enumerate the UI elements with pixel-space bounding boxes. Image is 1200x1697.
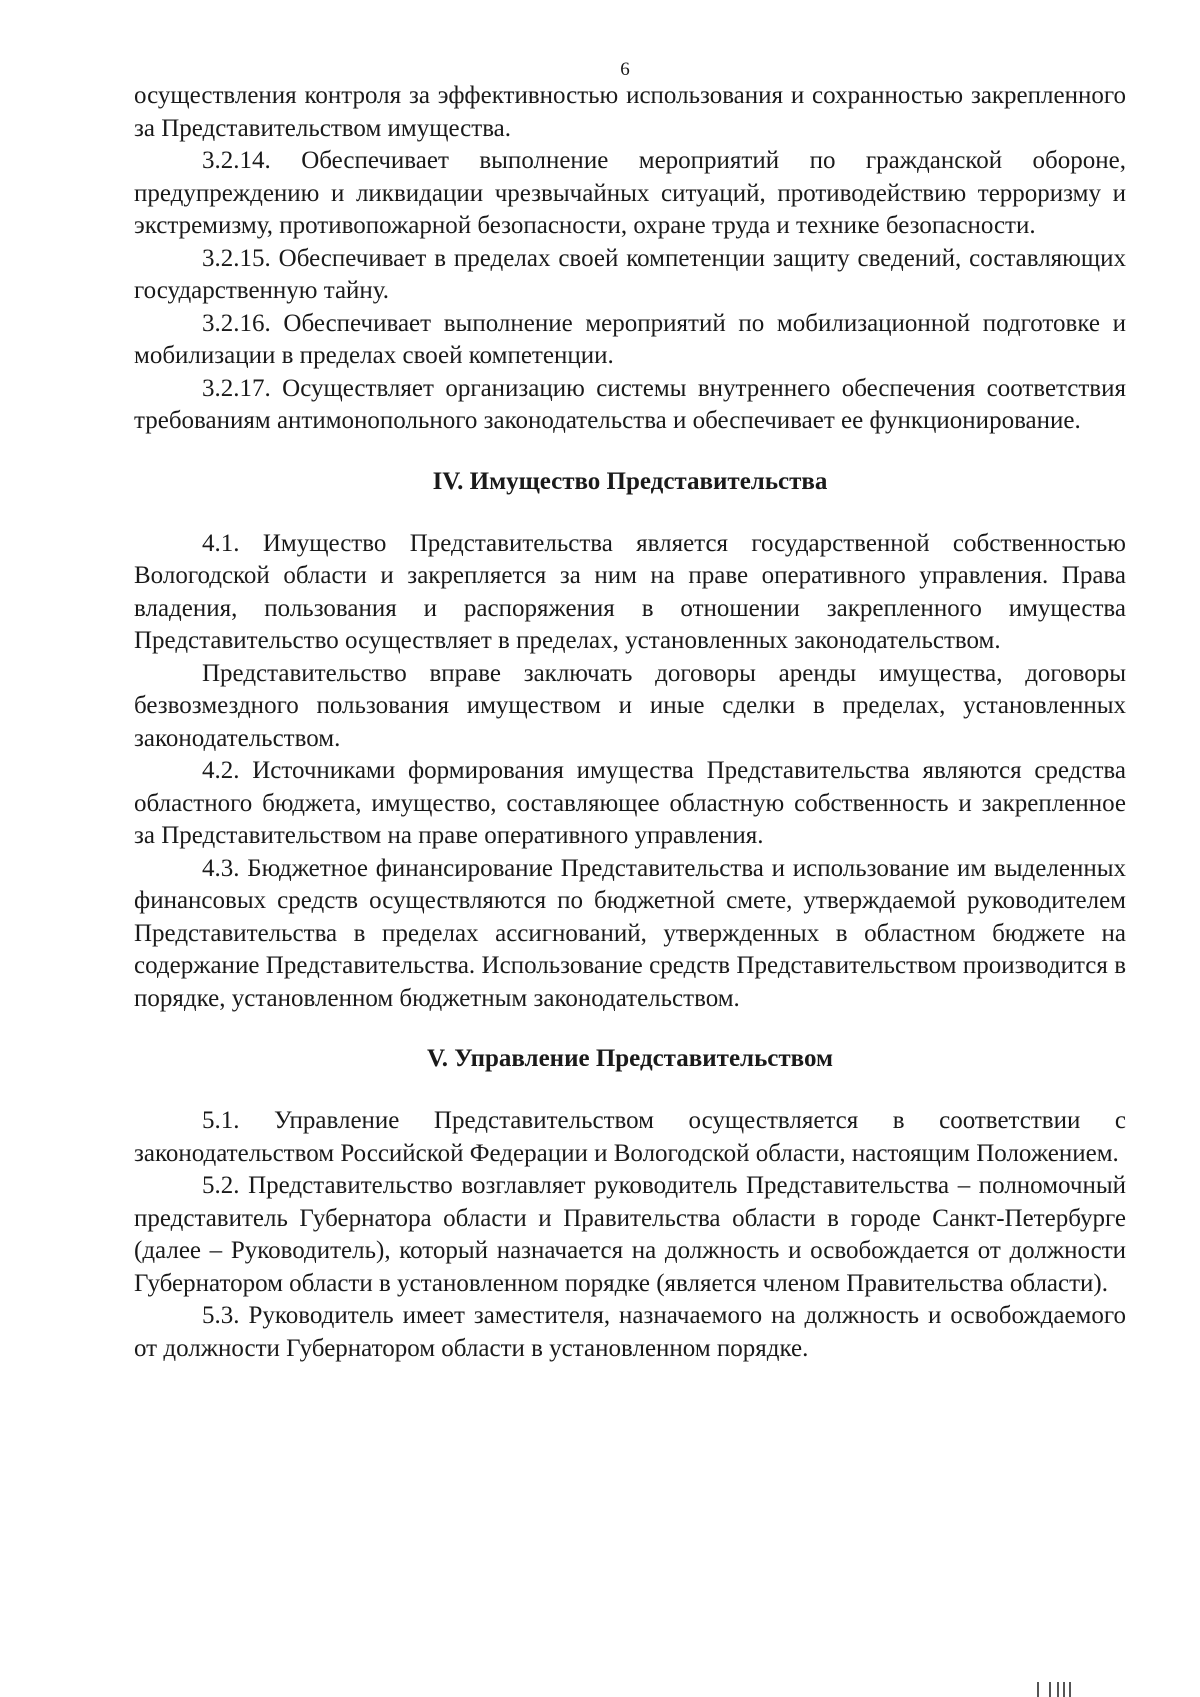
scan-edge-marks [1035,1682,1095,1697]
scan-mark [1063,1682,1065,1697]
paragraph-5-3: 5.3. Руководитель имеет заместителя, назначаемого на должность и освобождаемого от должности Губернатором области в установленном порядке. [134,1302,1126,1362]
paragraph-5-2: 5.2. Представительство возглавляет руководитель Представительства – полномочный представитель Губернатора области и Правительства области в городе Санкт-Петербурге (далее – Руководитель), который назначается на должность и освобождается от должности Губернатором области в установленном порядке (является членом Правительства области). [134,1172,1126,1297]
scan-mark [1037,1682,1039,1697]
section-5-heading: V. Управление Представительством [426,1045,834,1072]
paragraph-5-1: 5.1. Управление Представительством осуществляется в соответствии с законодательством Российской Федерации и Вологодской области, настоящим Положением. [134,1107,1126,1167]
paragraph-3-2-17: 3.2.17. Осуществляет организацию системы внутреннего обеспечения соответствия требованиям антимонопольного законодательства и обеспечивает ее функционирование. [134,374,1126,434]
scan-mark [1057,1682,1059,1697]
document-body [134,80,1126,1365]
scan-mark [1069,1682,1071,1697]
paragraph-3-2-15: 3.2.15. Обеспечивает в пределах своей компетенции защиту сведений, составляющих государственную тайну. [134,244,1126,304]
page-number: 6 [620,59,630,80]
paragraph-continuation: осуществления контроля за эффективностью использования и сохранностью закрепленного за Представительством имущества. [134,82,1126,142]
scan-mark [1049,1682,1051,1697]
paragraph-3-2-16: 3.2.16. Обеспечивает выполнение мероприятий по мобилизационной подготовке и мобилизации в пределах своей компетенции. [134,309,1126,369]
paragraph-4-1: 4.1. Имущество Представительства является государственной собственностью Вологодской области и закрепляется за ним на праве оперативного управления. Права владения, пользования и распоряжения в отношении закрепленного имущества Представительство осуществляет в пределах, установленных законодательством. [134,529,1126,654]
paragraph-4-1-lease: Представительство вправе заключать договоры аренды имущества, договоры безвозмездного пользования имуществом и иные сделки в пределах, установленных законодательством. [134,659,1126,752]
section-4-heading: IV. Имущество Представительства [432,467,828,495]
paragraph-4-3: 4.3. Бюджетное финансирование Представительства и использование им выделенных финансовых средств осуществляются по бюджетной смете, утверждаемой руководителем Представительства в пределах ассигнований, утвержденных в областном бюджете на содержание Представительства. Использование средств Представительством производится в порядке, установленном бюджетным законодательством. [134,854,1126,1012]
paragraph-4-2: 4.2. Источниками формирования имущества Представительства являются средства областного бюджета, имущество, составляющее областную собственность и закрепленное за Представительством на праве оперативного управления. [134,757,1126,849]
paragraph-3-2-14: 3.2.14. Обеспечивает выполнение мероприятий по гражданской обороне, предупреждению и ликвидации чрезвычайных ситуаций, противодействию терроризму и экстремизму, противопожарной безопасности, охране труда и технике безопасности. [134,147,1126,239]
